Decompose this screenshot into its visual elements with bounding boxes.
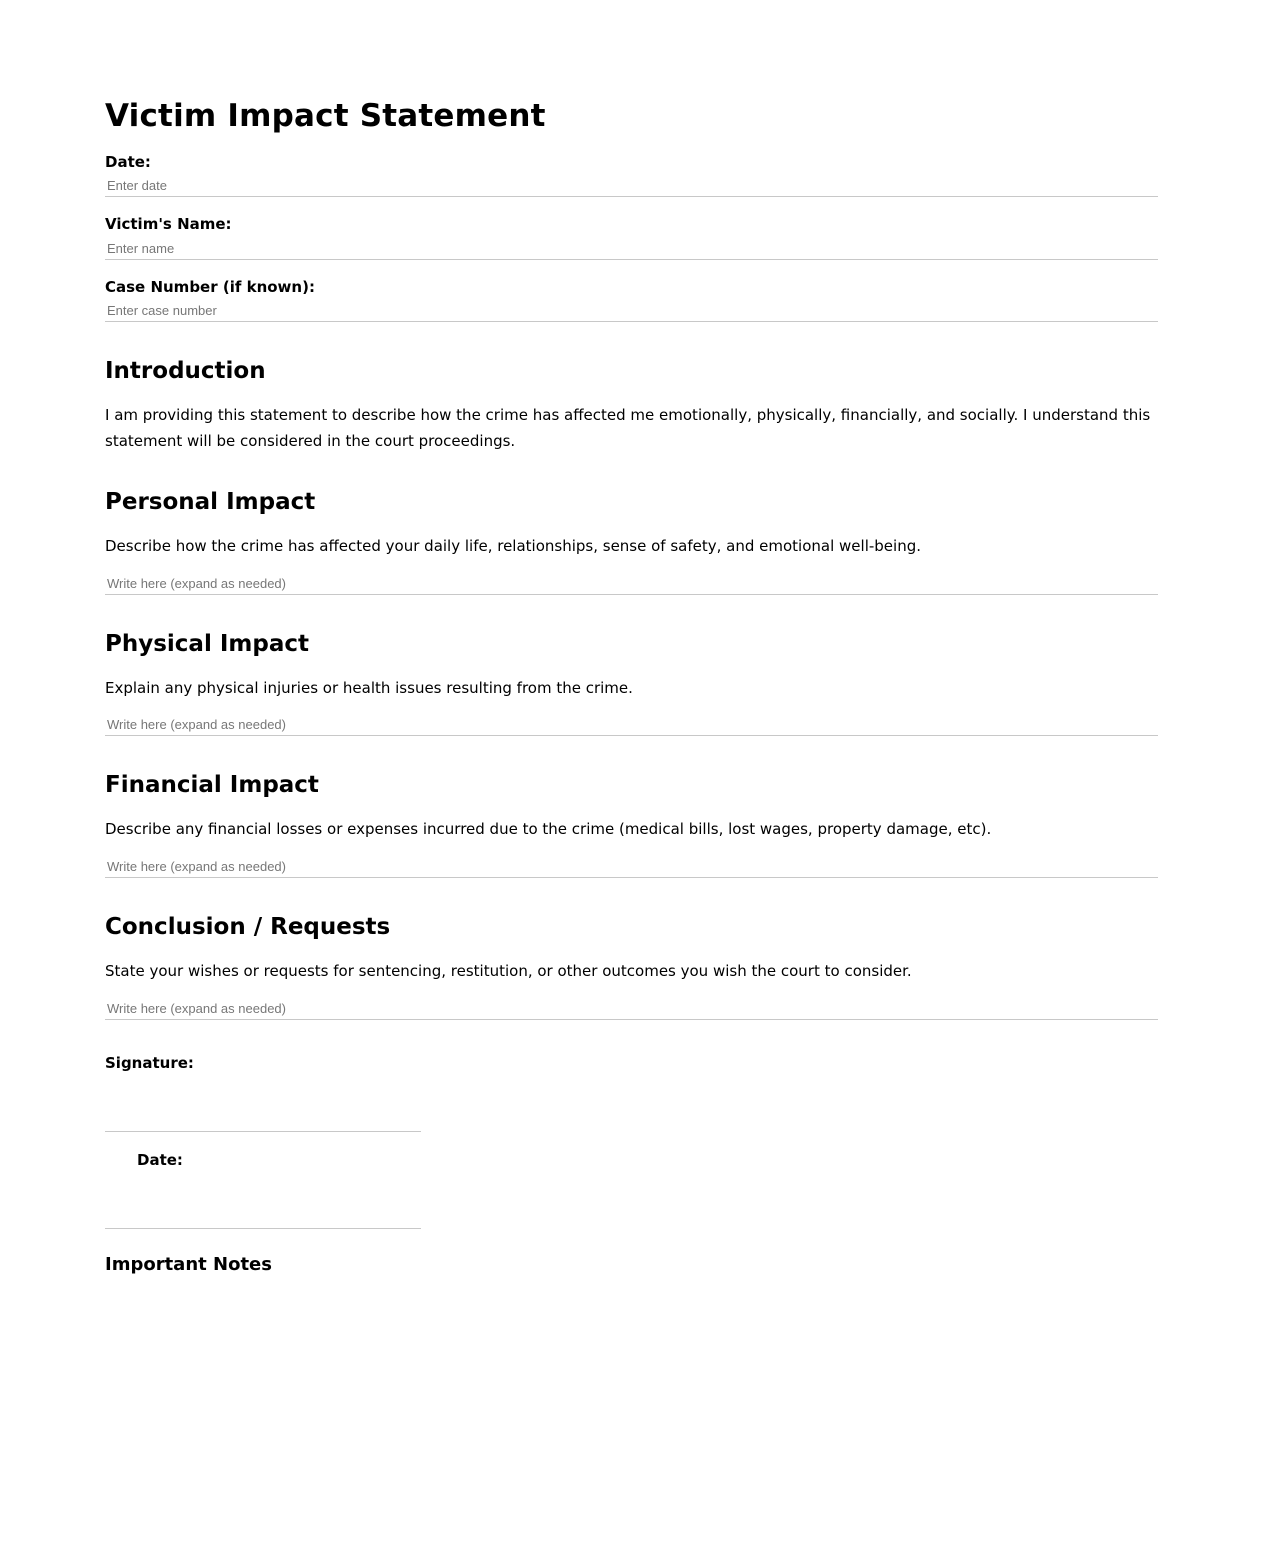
- case-number-label: Case Number (if known):: [105, 278, 315, 296]
- personal-impact-instructions: Describe how the crime has affected your daily life, relationships, sense of safety, and emotional well-being.: [105, 537, 921, 555]
- physical-impact-instructions: Explain any physical injuries or health issues resulting from the crime.: [105, 679, 633, 697]
- victim-name-label: Victim's Name:: [105, 215, 232, 233]
- important-notes-heading: Important Notes: [105, 1254, 272, 1275]
- page-title: Victim Impact Statement: [105, 98, 546, 134]
- signature-date-label: Date:: [137, 1151, 183, 1169]
- conclusion-input[interactable]: [105, 999, 1158, 1020]
- signature-line[interactable]: [105, 1131, 421, 1132]
- conclusion-heading: Conclusion / Requests: [105, 914, 391, 940]
- personal-impact-heading: Personal Impact: [105, 489, 316, 515]
- signature-label: Signature:: [105, 1054, 194, 1072]
- physical-impact-input[interactable]: [105, 715, 1158, 736]
- conclusion-instructions: State your wishes or requests for sentencing, restitution, or other outcomes you wish the court to consider.: [105, 962, 912, 980]
- personal-impact-input[interactable]: [105, 574, 1158, 595]
- date-field[interactable]: [105, 176, 1158, 197]
- case-number-field[interactable]: [105, 301, 1158, 322]
- introduction-text: I am providing this statement to describe how the crime has affected me emotionally, physically, financially, and socially. I understand this statement will be considered in the court proceedings.: [105, 406, 1151, 450]
- document-page: [105, 0, 1158, 1275]
- financial-impact-instructions: Describe any financial losses or expenses incurred due to the crime (medical bills, lost wages, property damage, etc).: [105, 820, 992, 838]
- financial-impact-heading: Financial Impact: [105, 772, 319, 798]
- date-label: Date:: [105, 153, 151, 171]
- physical-impact-heading: Physical Impact: [105, 631, 309, 657]
- introduction-heading: Introduction: [105, 358, 266, 384]
- financial-impact-input[interactable]: [105, 857, 1158, 878]
- signature-date-line[interactable]: [105, 1228, 421, 1229]
- victim-name-field[interactable]: [105, 239, 1158, 260]
